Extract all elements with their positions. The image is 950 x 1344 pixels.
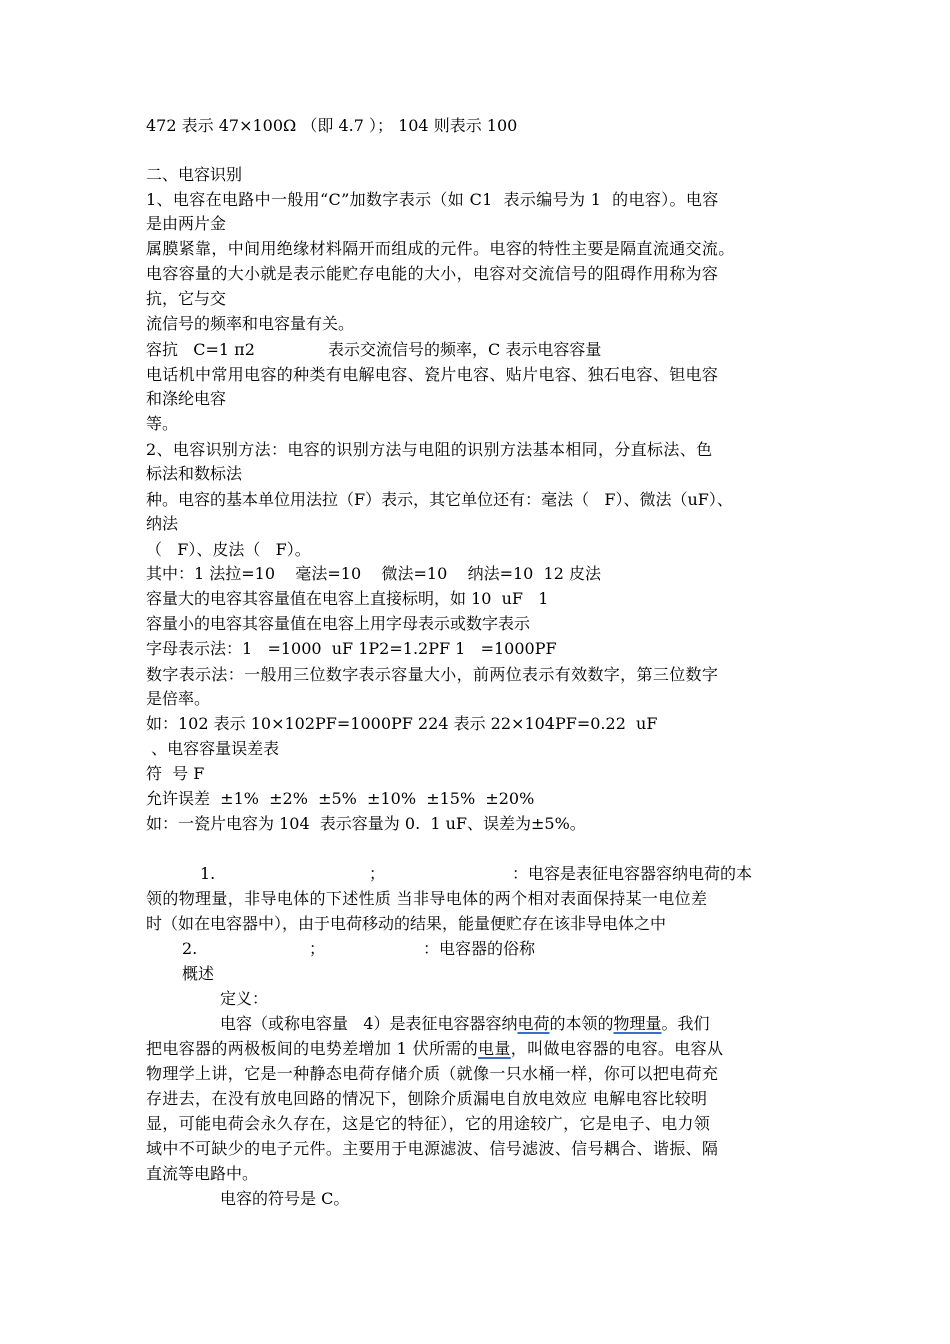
text-fragment: ，叫做电容器的电容。电容从: [510, 1039, 724, 1058]
text-line: 是由两片金: [146, 214, 227, 233]
text-line: 种。电容的基本单位用法拉（F）表示，其它单位还有：毫法（ F）、微法（uF）、: [146, 490, 733, 509]
text-line: 属膜紧靠，中间用绝缘材料隔开而组成的元件。电容的特性主要是隔直流通交流。: [146, 239, 735, 258]
text-line: [220, 1014, 710, 1034]
text-line: 是倍率。: [146, 689, 211, 708]
text-line: 电容容量的大小就是表示能贮存电能的大小，电容对交流信号的阻碍作用称为容: [146, 264, 719, 283]
text-line: 流信号的频率和电容量有关。: [146, 314, 355, 333]
text-line: 域中不可缺少的电子元件。主要用于电源滤波、信号滤波、信号耦合、谐振、隔: [146, 1139, 719, 1158]
text-line: 表示交流信号的频率，C 表示电容容量: [328, 340, 602, 359]
text-fragment: ：电容器的俗称: [423, 939, 536, 958]
text-line: [146, 1039, 723, 1059]
text-line: 直流等电路中。: [146, 1164, 259, 1183]
text-fragment: ：电容是表征电容器容纳电荷的本: [512, 864, 753, 883]
text-line: 和涤纶电容: [146, 389, 227, 408]
text-fragment: 把电容器的两极板间的电势差增加 1 伏所需的: [146, 1039, 479, 1058]
text-fragment: 。我们: [661, 1014, 710, 1033]
text-fragment: 电容（或称电容量 4）是表征电容器容纳: [220, 1014, 518, 1033]
text-line: 如：一瓷片电容为 104 表示容量为 0. 1 uF、误差为±5%。: [146, 814, 586, 833]
text-line: 存进去，在没有放电回路的情况下，刨除介质漏电自放电效应 电解电容比较明: [146, 1089, 708, 1108]
text-line: 如：102 表示 10×102PF=1000PF 224 表示 22×104PF=0.22 uF: [146, 714, 658, 733]
text-line: 允许误差 ±1% ±2% ±5% ±10% ±15% ±20%: [146, 789, 535, 808]
text-line: 其中：1 法拉=10 毫法=10 微法=10 纳法=10 12 皮法: [146, 564, 601, 583]
text-fragment: 的本领的: [549, 1014, 614, 1033]
text-fragment: ；: [369, 864, 386, 883]
text-line: 标法和数标法: [146, 464, 243, 483]
text-line: 等。: [146, 414, 179, 433]
link-charge[interactable]: 电荷: [517, 1014, 550, 1033]
text-line: （ F）、皮法（ F）。: [146, 540, 311, 559]
section-heading: 二、电容识别: [146, 165, 243, 184]
text-line: 2、电容识别方法：电容的识别方法与电阻的识别方法基本相同，分直标法、色: [146, 440, 713, 459]
text-line: 电容的符号是 C。: [220, 1189, 350, 1208]
text-line: 时（如在电容器中），由于电荷移动的结果，能量便贮存在该非导电体之中: [146, 914, 667, 933]
text-line: 物理学上讲，它是一种静态电荷存储介质（就像一只水桶一样，你可以把电荷充: [146, 1064, 719, 1083]
text-line: 符 号 F: [146, 764, 205, 783]
text-line: 领的物理量，非导电体的下述性质 当非导电体的两个相对表面保持某一电位差: [146, 889, 708, 908]
text-line: 容量大的电容其容量值在电容上直接标明，如 10 uF 1: [146, 589, 549, 608]
list-number: 1.: [200, 864, 216, 883]
text-line: 、电容容量误差表: [146, 739, 280, 758]
link-physical-quantity[interactable]: 物理量: [613, 1014, 662, 1033]
text-fragment: ；: [309, 939, 326, 958]
text-line: 1、电容在电路中一般用“C”加数字表示（如 C1 表示编号为 1 的电容）。电容: [146, 190, 719, 209]
text-line: 字母表示法：1 =1000 uF 1P2=1.2PF 1 =1000PF: [146, 639, 557, 658]
text-line: 抗，它与交: [146, 289, 227, 308]
text-line: 数字表示法：一般用三位数字表示容量大小，前两位表示有效数字，第三位数字: [146, 665, 719, 684]
list-number: 2.: [182, 939, 198, 958]
text-line: 定义：: [220, 989, 269, 1008]
text-line: 容抗 C=1 π2: [146, 340, 255, 359]
text-line: 显，可能电荷会永久存在，这是它的特征），它的用途较广，它是电子、电力领: [146, 1114, 711, 1133]
text-line: 电话机中常用电容的种类有电解电容、瓷片电容、贴片电容、独石电容、钽电容: [146, 365, 719, 384]
text-line: 472 表示 47×100Ω （即 4.7 ）； 104 则表示 100: [146, 116, 518, 135]
section-heading: 概述: [182, 964, 215, 983]
text-line: 容量小的电容其容量值在电容上用字母表示或数字表示: [146, 614, 531, 633]
text-line: 纳法: [146, 514, 179, 533]
link-electric-quantity[interactable]: 电量: [478, 1039, 511, 1058]
